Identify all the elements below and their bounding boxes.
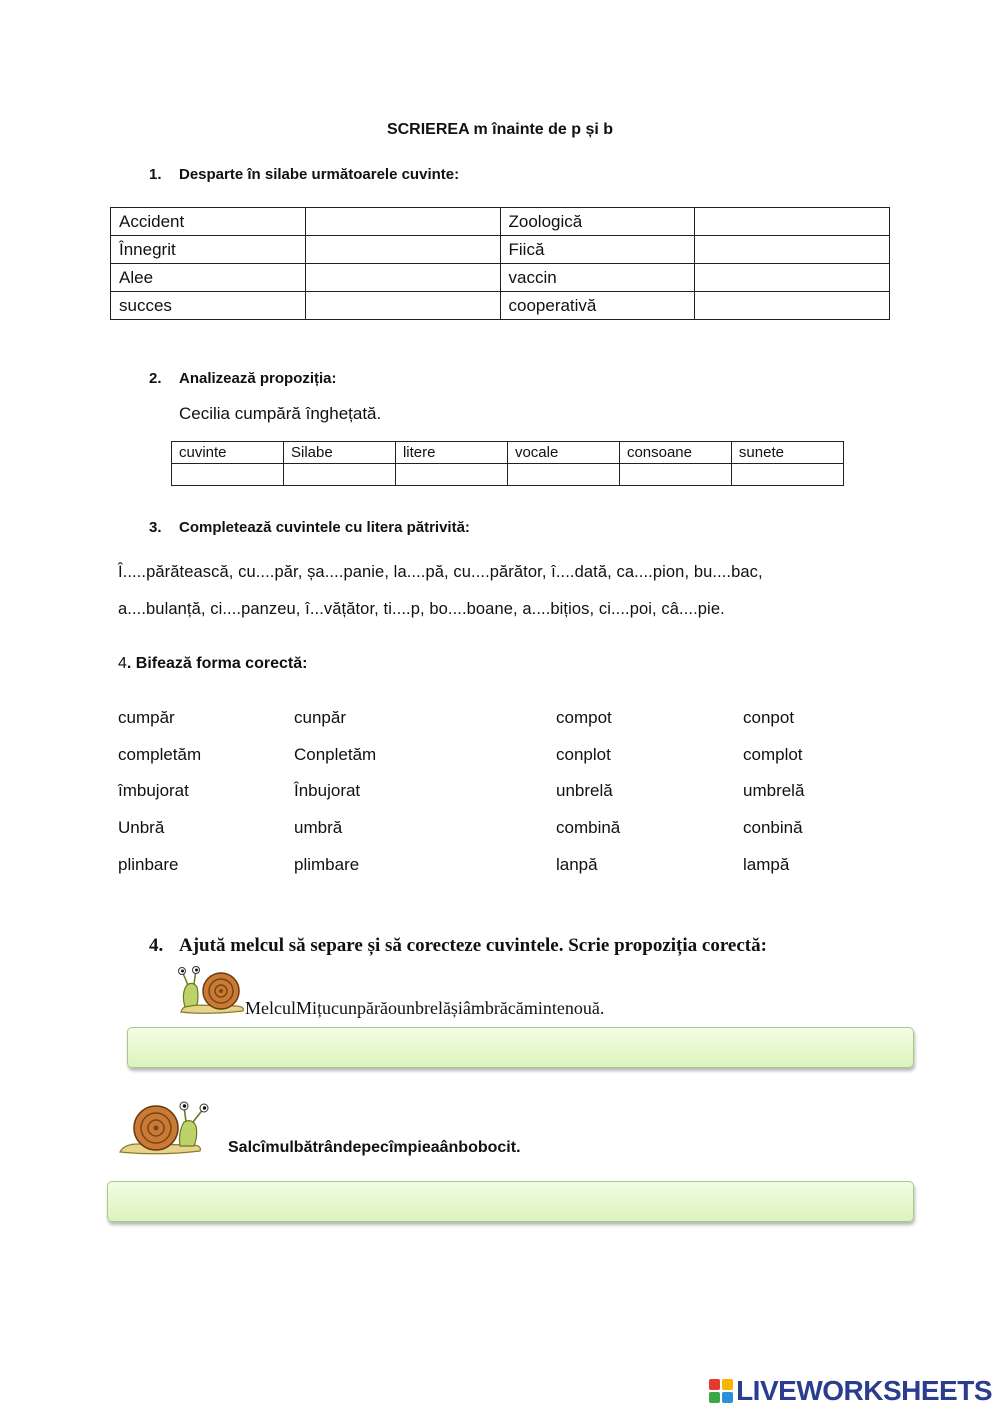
snail-icon bbox=[177, 965, 249, 1017]
liveworksheets-logo-icon bbox=[708, 1378, 734, 1404]
answer-cell[interactable] bbox=[395, 464, 507, 486]
word-option[interactable]: lanpă bbox=[556, 855, 598, 874]
word-option[interactable]: completăm bbox=[118, 745, 202, 764]
table-row bbox=[111, 264, 890, 292]
snail-icon bbox=[118, 1098, 213, 1158]
analysis-table bbox=[171, 441, 844, 486]
word-option[interactable]: conpot bbox=[743, 708, 795, 727]
answer-cell[interactable] bbox=[695, 292, 890, 320]
word-cell: succes bbox=[111, 292, 306, 320]
column-header: consoane bbox=[619, 442, 731, 464]
column-header: vocale bbox=[507, 442, 619, 464]
q3-number: 3. bbox=[149, 519, 162, 536]
q5-heading bbox=[149, 935, 767, 957]
word-option[interactable]: umbrelă bbox=[743, 781, 805, 800]
answer-cell[interactable] bbox=[695, 208, 890, 236]
table-row bbox=[172, 464, 844, 486]
answer-cell[interactable] bbox=[731, 464, 843, 486]
q1-number: 1. bbox=[149, 166, 162, 183]
word-option[interactable]: lampă bbox=[743, 855, 790, 874]
word-option[interactable]: Înbujorat bbox=[294, 781, 361, 800]
column-header: cuvinte bbox=[172, 442, 284, 464]
word-option[interactable]: Unbră bbox=[118, 818, 165, 837]
word-cell: Zoologică bbox=[500, 208, 695, 236]
table-row bbox=[111, 236, 890, 264]
column-header: Silabe bbox=[283, 442, 395, 464]
q4-number: 4 bbox=[118, 655, 127, 672]
answer-cell[interactable] bbox=[507, 464, 619, 486]
q5-heading-text: Ajută melcul să separe și să corecteze cuvintele. Scrie propoziția corectă: bbox=[179, 935, 767, 956]
scrambled-sentence-1: MelculMițucunpărăounbrelășiâmbrăcămintenouă. bbox=[245, 998, 605, 1018]
scrambled-sentence-2: Salcîmulbătrândepecîmpieaânbobocit. bbox=[228, 1139, 521, 1156]
word-cell: Înnegrit bbox=[111, 236, 306, 264]
analysis-sentence: Cecilia cumpără înghețată. bbox=[179, 404, 382, 423]
liveworksheets-logo bbox=[708, 1375, 992, 1407]
q1-heading bbox=[149, 166, 459, 183]
word-option[interactable]: îmbujorat bbox=[118, 781, 189, 800]
answer-cell[interactable] bbox=[695, 264, 890, 292]
word-cell: Accident bbox=[111, 208, 306, 236]
word-option[interactable]: combină bbox=[556, 818, 621, 837]
word-option[interactable]: conbină bbox=[743, 818, 803, 837]
q2-number: 2. bbox=[149, 370, 162, 387]
answer-cell[interactable] bbox=[619, 464, 731, 486]
word-option[interactable]: conplot bbox=[556, 745, 611, 764]
q4-heading-text: . Bifează forma corectă: bbox=[126, 655, 308, 672]
answer-cell[interactable] bbox=[283, 464, 395, 486]
q5-number: 4. bbox=[149, 935, 164, 956]
table-row bbox=[111, 292, 890, 320]
word-option[interactable]: cumpăr bbox=[118, 708, 175, 727]
word-option[interactable]: complot bbox=[743, 745, 803, 764]
word-option[interactable]: plinbare bbox=[118, 855, 179, 874]
word-cell: cooperativă bbox=[500, 292, 695, 320]
word-option[interactable]: umbră bbox=[294, 818, 343, 837]
q2-heading bbox=[149, 370, 337, 387]
word-cell: vaccin bbox=[500, 264, 695, 292]
word-option[interactable]: compot bbox=[556, 708, 612, 727]
answer-cell[interactable] bbox=[172, 464, 284, 486]
q3-heading-text: Completează cuvintele cu litera pătrivită: bbox=[179, 519, 470, 536]
word-option[interactable]: plimbare bbox=[294, 855, 360, 874]
table-row bbox=[111, 208, 890, 236]
q2-heading-text: Analizează propoziția: bbox=[179, 370, 337, 387]
syllable-table bbox=[110, 207, 890, 320]
word-option[interactable]: cunpăr bbox=[294, 708, 346, 727]
answer-cell[interactable] bbox=[305, 292, 500, 320]
word-cell: Fiică bbox=[500, 236, 695, 264]
fill-in-line-1: Î.....părătească, cu....păr, șa....panie, la....pă, cu....părător, î....dată, ca....pion, bu....bac, bbox=[118, 563, 763, 581]
word-option[interactable]: Conpletăm bbox=[294, 745, 377, 764]
fill-in-line-2: a....bulanță, ci....panzeu, î...vățător, ti....p, bo....boane, a....bițios, ci....poi, câ....pie. bbox=[118, 600, 725, 618]
word-option[interactable]: unbrelă bbox=[556, 781, 613, 800]
answer-cell[interactable] bbox=[305, 208, 500, 236]
answer-box-1[interactable] bbox=[127, 1027, 914, 1068]
column-header: sunete bbox=[731, 442, 843, 464]
answer-box-2[interactable] bbox=[107, 1181, 914, 1222]
answer-cell[interactable] bbox=[305, 236, 500, 264]
q1-heading-text: Desparte în silabe următoarele cuvinte: bbox=[179, 166, 460, 183]
page-title: SCRIEREA m înainte de p și b bbox=[386, 121, 614, 138]
answer-cell[interactable] bbox=[695, 236, 890, 264]
brand-name: LIVEWORKSHEETS bbox=[736, 1375, 992, 1406]
q4-heading bbox=[118, 655, 307, 673]
answer-cell[interactable] bbox=[305, 264, 500, 292]
q3-heading bbox=[149, 519, 470, 536]
column-header: litere bbox=[395, 442, 507, 464]
table-header-row bbox=[172, 442, 844, 464]
word-cell: Alee bbox=[111, 264, 306, 292]
